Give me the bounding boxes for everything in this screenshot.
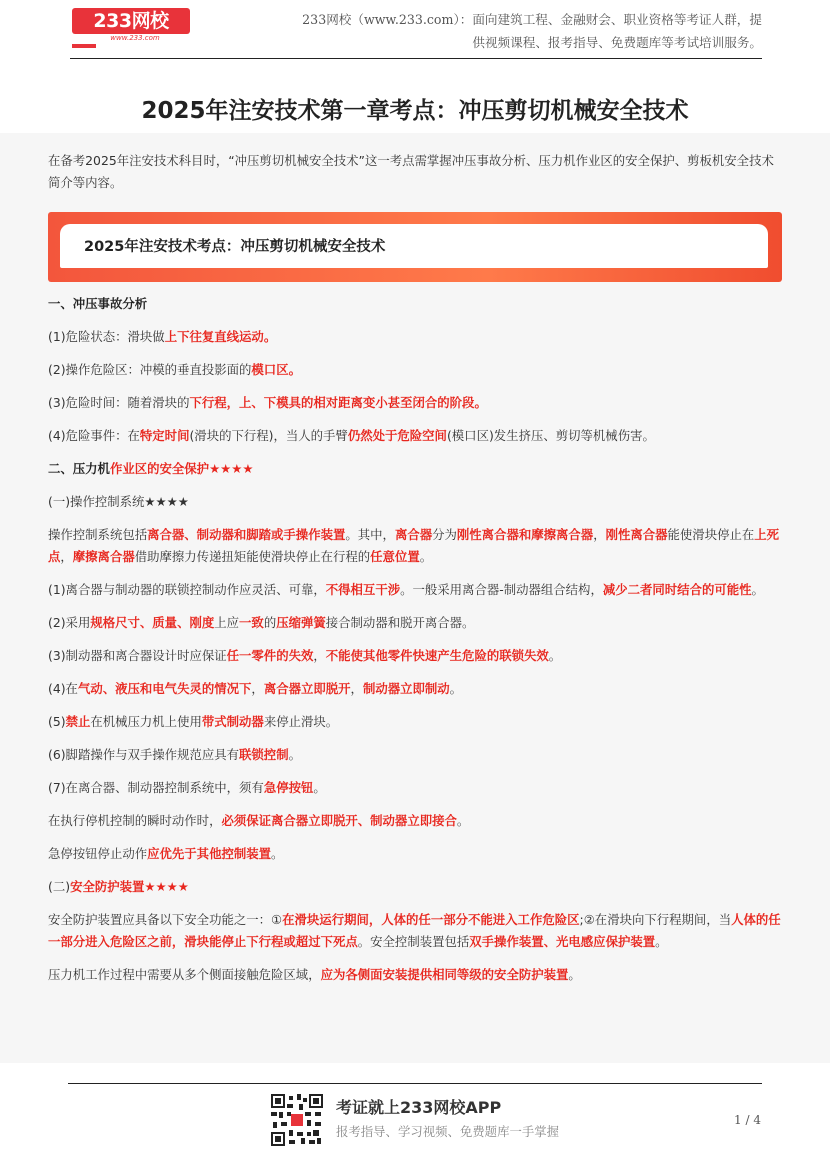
- paragraph-text: 操作控制系统包括: [48, 527, 148, 542]
- paragraph-text: (模口区)发生挤压、剪切等机械伤害。: [446, 428, 655, 443]
- section-banner: [48, 212, 782, 282]
- footer-divider: [68, 1083, 762, 1084]
- paragraph-text: ，: [593, 527, 606, 542]
- highlight-text: 带式制动器: [201, 714, 264, 729]
- highlight-text: 一致: [239, 615, 264, 630]
- header-divider: [70, 58, 762, 59]
- highlight-text: 。: [288, 362, 301, 377]
- highlight-text: 不得相互干涉: [325, 582, 401, 597]
- paragraph: [48, 766, 782, 799]
- paragraph: [48, 898, 782, 953]
- paragraph-text: (4)危险事件：在: [48, 428, 140, 443]
- highlight-text: 任一零件的失效: [226, 648, 314, 663]
- highlight-text: 刚性离合器和摩擦离合器: [456, 527, 594, 542]
- highlight-text: 急停按钮: [263, 780, 314, 795]
- paragraph-text: ，: [251, 681, 264, 696]
- paragraph-text: 。: [655, 934, 668, 949]
- article-body: [48, 150, 782, 986]
- highlight-text: 不能使其他零件快速产生危险的联锁失效: [325, 648, 549, 663]
- paragraph-text: 。: [288, 747, 301, 762]
- highlight-text: 制动器立即制动: [362, 681, 450, 696]
- paragraph-text: (4)在: [48, 681, 78, 696]
- paragraph-text: 借助摩擦力传递扭矩能使滑块停止在行程的: [134, 549, 371, 564]
- paragraph: [48, 733, 782, 766]
- qr-code-icon[interactable]: [271, 1094, 323, 1146]
- paragraph-text: 接合制动器和脱开离合器。: [325, 615, 475, 630]
- highlight-text: 规格尺寸、质量、刚度: [90, 615, 215, 630]
- paragraph: [48, 799, 782, 832]
- highlight-text: 安全防护装置★★★★: [70, 879, 189, 894]
- paragraph-text: ，: [313, 648, 326, 663]
- footer-app-subtitle: 报考指导、学习视频、免费题库一手掌握: [336, 1124, 560, 1139]
- paragraph-text: 急停按钮停止动作: [48, 846, 148, 861]
- highlight-text: 上下往复直线运动: [164, 329, 264, 344]
- paragraph-list: [48, 282, 782, 986]
- paragraph-text: 。: [456, 813, 470, 828]
- highlight-text: 减少二者同时结合的可能性: [602, 582, 752, 597]
- paragraph: [48, 447, 782, 480]
- paragraph-text: 。: [271, 846, 284, 861]
- paragraph-text: 在机械压力机上使用: [90, 714, 202, 729]
- highlight-text: 模口区: [251, 362, 289, 377]
- highlight-text: 上死点: [48, 527, 780, 564]
- qr-logo: [291, 1114, 303, 1126]
- highlight-text: 任意位置: [370, 549, 420, 564]
- highlight-text: 离合器: [394, 527, 433, 542]
- paragraph-text: 。: [313, 780, 326, 795]
- paragraph: [48, 832, 782, 865]
- paragraph: [48, 414, 782, 447]
- paragraph-text: (1)危险状态：滑块做: [48, 329, 165, 344]
- highlight-text: 禁止: [65, 714, 91, 729]
- paragraph-text: (2)操作危险区：冲模的垂直投影面的: [48, 362, 252, 377]
- highlight-text: 。: [474, 395, 487, 410]
- paragraph: [48, 348, 782, 381]
- paragraph: [48, 634, 782, 667]
- highlight-text: 在滑块运行期间，人体的任一部分不能进入工作危险区: [282, 912, 580, 927]
- paragraph-text: 。: [548, 648, 562, 663]
- paragraph-text: ;②在滑块向下行程期间，当: [579, 912, 732, 927]
- paragraph-text: 分为: [432, 527, 457, 542]
- paragraph-text: (滑块的下行程)，当人的手臂: [189, 428, 348, 443]
- section-heading: 二、压力机: [48, 461, 110, 476]
- paragraph-text: 压力机工作过程中需要从多个侧面接触危险区域，: [48, 967, 321, 982]
- site-logo[interactable]: [72, 8, 204, 44]
- page-header: [0, 0, 830, 60]
- highlight-text: 。: [263, 329, 277, 344]
- paragraph-text: ，: [350, 681, 363, 696]
- highlight-text: 人体的任一部分进入危险区之前，滑块能停止下行程或超过下死点: [48, 912, 781, 949]
- paragraph-text: 。: [568, 967, 581, 982]
- paragraph-text: (6)脚踏操作与双手操作规范应具有: [48, 747, 240, 762]
- highlight-text: 离合器立即脱开: [263, 681, 351, 696]
- section-heading: 一、冲压事故分析: [48, 296, 148, 311]
- highlight-text: 必须保证离合器立即脱开、制动器立即接合: [221, 813, 457, 828]
- paragraph: [48, 480, 782, 513]
- paragraph-text: (7)在离合器、制动器控制系统中，须有: [48, 780, 264, 795]
- paragraph: [48, 568, 782, 601]
- paragraph: [48, 865, 782, 898]
- logo-url: www.233.com: [110, 34, 160, 42]
- paragraph-text: (3)制动器和离合器设计时应保证: [48, 648, 227, 663]
- paragraph-text: 上应: [214, 615, 240, 630]
- page-number: 1 / 4: [734, 1113, 761, 1127]
- highlight-text: 压缩弹簧: [276, 615, 326, 630]
- intro-paragraph: 在备考2025年注安技术科目时，“冲压剪切机械安全技术”这一考点需掌握冲压事故分析、压力机作业区的安全保护、剪板机安全技术简介等内容。: [48, 153, 774, 190]
- paragraph-text: 能使滑块停止在: [667, 527, 755, 542]
- paragraph: [48, 315, 782, 348]
- paragraph-text: (5): [48, 714, 66, 729]
- paragraph: [48, 667, 782, 700]
- highlight-text: 应优先于其他控制装置: [147, 846, 272, 861]
- paragraph-text: 。其中，: [345, 527, 395, 542]
- paragraph-text: 。安全控制装置包括: [357, 934, 470, 949]
- highlight-text: 气动、液压和电气失灵的情况下: [77, 681, 252, 696]
- highlight-text: 下行程，上、下模具的相对距离变小甚至闭合的阶段: [189, 395, 475, 410]
- header-tagline-line1: 233网校（www.233.com）：面向建筑工程、金融财会、职业资格等考证人群，提: [302, 12, 762, 27]
- highlight-text: 应为各侧面安装提供相同等级的安全防护装置: [320, 967, 569, 982]
- highlight-text: 双手操作装置、光电感应保护装置: [469, 934, 656, 949]
- paragraph-text: (3)危险时间：随着滑块的: [48, 395, 190, 410]
- paragraph-text: (二): [48, 879, 71, 894]
- highlight-text: 仍然处于危险空间: [347, 428, 447, 443]
- paragraph-text: 。: [751, 582, 764, 597]
- paragraph-text: 。一般采用离合器-制动器组合结构，: [400, 582, 603, 597]
- logo-text: 233网校: [72, 8, 190, 34]
- paragraph: [48, 700, 782, 733]
- paragraph-text: 的: [263, 615, 277, 630]
- paragraph-text: (1)离合器与制动器的联锁控制动作应灵活、可靠，: [48, 582, 326, 597]
- highlight-text: 作业区的安全保护★★★★: [109, 461, 254, 476]
- paragraph: [48, 601, 782, 634]
- paragraph-text: 。: [449, 681, 463, 696]
- paragraph-text: 。: [419, 549, 433, 564]
- paragraph-text: ，: [60, 549, 73, 564]
- footer-app-title[interactable]: 考证就上233网校APP: [336, 1098, 502, 1117]
- paragraph-text: 来停止滑块。: [263, 714, 339, 729]
- page-title: 2025年注安技术第一章考点：冲压剪切机械安全技术: [141, 98, 689, 124]
- paragraph: [48, 953, 782, 986]
- paragraph: [48, 513, 782, 568]
- header-tagline-line2: 供视频课程、报考指导、免费题库等考试培训服务。: [472, 35, 762, 50]
- logo-accent-bar: [72, 44, 96, 48]
- paragraph: [48, 282, 782, 315]
- paragraph-text: (一)操作控制系统★★★★: [48, 494, 189, 509]
- paragraph-text: 安全防护装置应具备以下安全功能之一：①: [48, 912, 283, 927]
- banner-title: 2025年注安技术考点：冲压剪切机械安全技术: [84, 239, 386, 255]
- highlight-text: 联锁控制: [239, 747, 289, 762]
- highlight-text: 摩擦离合器: [72, 549, 135, 564]
- paragraph-text: (2)采用: [48, 615, 91, 630]
- highlight-text: 特定时间: [139, 428, 190, 443]
- paragraph-text: 在执行停机控制的瞬时动作时，: [48, 813, 222, 828]
- highlight-text: 离合器、制动器和脚踏或手操作装置: [147, 527, 346, 542]
- paragraph: [48, 381, 782, 414]
- header-tagline: [302, 8, 762, 54]
- highlight-text: 刚性离合器: [605, 527, 668, 542]
